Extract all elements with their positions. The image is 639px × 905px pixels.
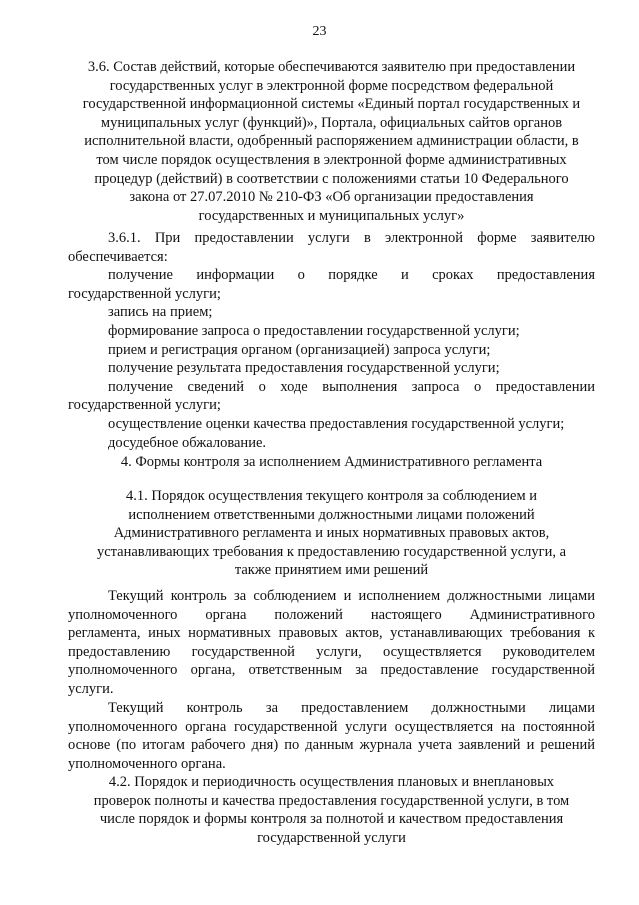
list-item: получение сведений о ходе выполнения запроса о предоставлении bbox=[108, 378, 595, 395]
heading-line: 4.1. Порядок осуществления текущего контроля за соблюдением и bbox=[125, 488, 538, 504]
heading-line: 4.2. Порядок и периодичность осуществления плановых и внеплановых bbox=[108, 774, 555, 790]
paragraph-line: уполномоченного органа. bbox=[68, 755, 226, 772]
heading-line: закона от 27.07.2010 № 210-ФЗ «Об организации предоставления bbox=[129, 189, 534, 206]
list-item: осуществление оценки качества предоставления государственной услуги; bbox=[108, 415, 565, 432]
paragraph-line: уполномоченного органа положений настоящего Административного bbox=[68, 606, 595, 623]
paragraph-line: 3.6.1. При предоставлении услуги в электронной форме заявителю bbox=[108, 230, 595, 246]
page-number: 23 bbox=[312, 24, 327, 39]
paragraph-line: регламента, иных нормативных правовых актов, устанавливающих требования к bbox=[68, 625, 595, 642]
paragraph-line: основе (по итогам рабочего дня) по данным журнала учета заявлений и решений bbox=[68, 737, 595, 754]
paragraph-line: уполномоченного органа государственной услуги осуществляется на постоянной bbox=[68, 718, 595, 735]
list-item: запись на прием; bbox=[108, 304, 213, 321]
list-item: получение информации о порядке и сроках предоставления bbox=[108, 267, 595, 284]
heading-line: числе порядок и формы контроля за полнотой и качеством предоставления bbox=[99, 811, 564, 828]
section-4-2-heading bbox=[68, 773, 595, 847]
heading-line: государственных и муниципальных услуг» bbox=[198, 207, 465, 224]
heading-line: государственной информационной системы «Единый портал государственных и bbox=[82, 96, 581, 113]
paragraph-current-control-2 bbox=[68, 699, 595, 773]
list-item: получение результата предоставления государственной услуги; bbox=[108, 360, 500, 377]
heading-line: устанавливающих требования к предоставлению государственной услуги, а bbox=[96, 543, 567, 560]
heading-line: также принятием ими решений bbox=[234, 562, 429, 579]
list-item-continuation: государственной услуги; bbox=[68, 397, 221, 414]
heading-line: Административного регламента и иных нормативных правовых актов, bbox=[113, 525, 550, 542]
heading-line: процедур (действий) в соответствии с положениями статьи 10 Федерального bbox=[94, 170, 569, 187]
section-3-6-heading bbox=[68, 58, 595, 225]
list-item: досудебное обжалование. bbox=[108, 434, 267, 451]
heading-line: 3.6. Состав действий, которые обеспечиваются заявителю при предоставлении bbox=[87, 59, 576, 75]
paragraph-line: услуги. bbox=[68, 680, 114, 697]
section-4-heading bbox=[68, 453, 595, 472]
heading-line: проверок полноты и качества предоставления государственной услуги, в том bbox=[93, 792, 570, 809]
heading-line: исполнением ответственными должностными лицами положений bbox=[128, 506, 535, 523]
heading-line: государственных услуг в электронной форме посредством федеральной bbox=[109, 77, 554, 94]
paragraph-line: предоставлению государственной услуги, осуществляется руководителем bbox=[68, 643, 595, 660]
heading-line: исполнительной власти, одобренный распоряжением администрации области, в bbox=[84, 133, 579, 150]
list-item: прием и регистрация органом (организацией) запроса услуги; bbox=[108, 341, 491, 358]
paragraph-line: обеспечивается: bbox=[68, 248, 168, 265]
paragraph-line: уполномоченного органа, ответственным за предоставление государственной bbox=[68, 662, 595, 679]
list-item: формирование запроса о предоставлении государственной услуги; bbox=[108, 322, 520, 339]
heading-line: том числе порядок осуществления в электронной форме административных bbox=[96, 151, 567, 168]
paragraph-line: Текущий контроль за предоставлением должностными лицами bbox=[108, 700, 595, 716]
list-item-continuation: государственной услуги; bbox=[68, 285, 221, 302]
section-3-6-1 bbox=[68, 229, 595, 452]
heading-line: 4. Формы контроля за исполнением Административного регламента bbox=[120, 454, 543, 470]
heading-line: муниципальных услуг (функций)», Портала, официальных сайтов органов bbox=[100, 114, 563, 131]
paragraph-current-control bbox=[68, 587, 595, 699]
heading-line: государственной услуги bbox=[257, 829, 406, 846]
section-4-1-heading bbox=[68, 487, 595, 580]
paragraph-line: Текущий контроль за соблюдением и исполнением должностными лицами bbox=[108, 588, 595, 604]
